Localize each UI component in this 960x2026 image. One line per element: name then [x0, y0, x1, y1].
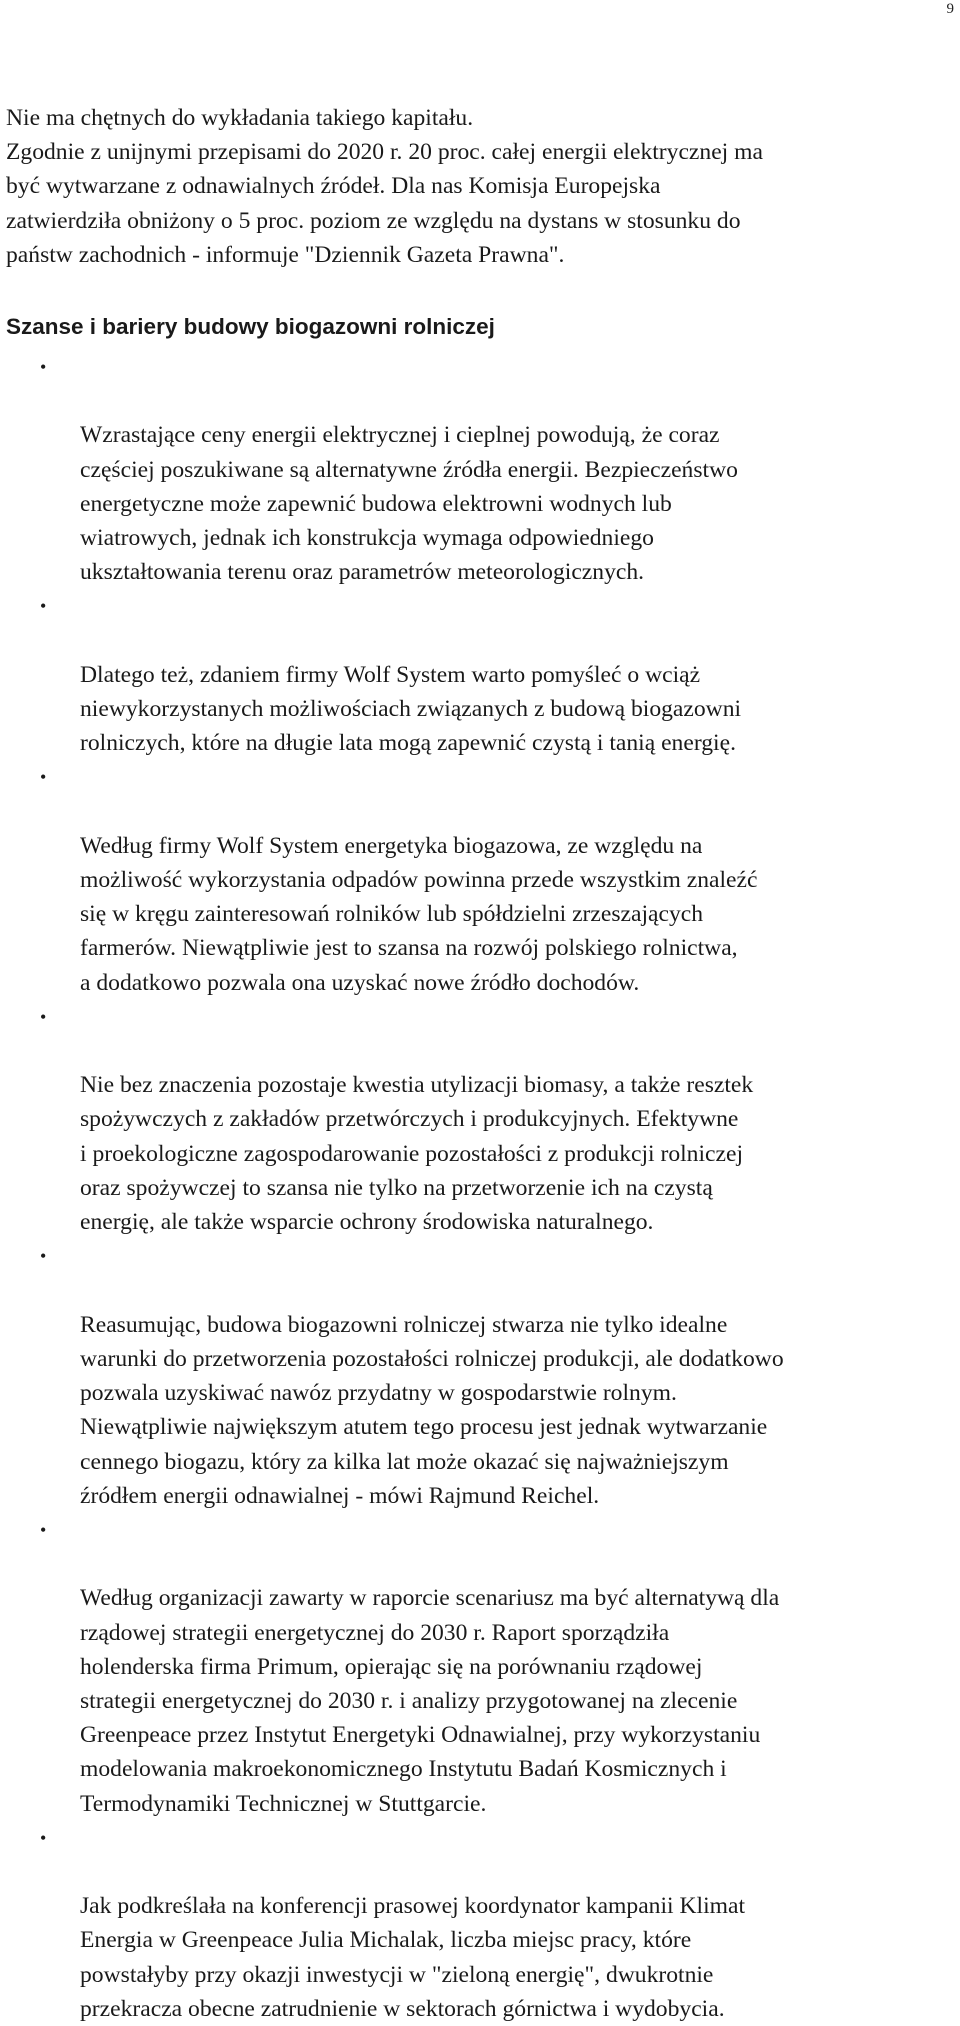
bullet-icon: •: [40, 357, 47, 377]
bullet-text: Reasumując, budowa biogazowni rolniczej stwarza nie tylko idealne warunki do przetworzenia pozostałości rolniczej produkcji, ale dodatkowo pozwala uzyskiwać nawóz przydatny w gospodarstwie rolnym. Niewątpliwie największym atutem tego procesu jest jednak wytwarzanie cennego biogazu, który za kilka lat może okazać się najważniejszym źródłem energii odnawialnej - mówi Rajmund Reichel.: [80, 1311, 784, 1509]
bullet-text: Jak podkreślała na konferencji prasowej koordynator kampanii Klimat Energia w Greenpeace Julia Michalak, liczba miejsc pracy, które powstałyby przy okazji inwestycji w "zieloną energię", dwukrotnie przekracza obecne zatrudnienie w sektorach górnictwa i wydobycia.: [80, 1893, 746, 2022]
bullet-item-7: [0, 1821, 960, 2026]
bullet-list: [0, 350, 960, 2026]
bullet-text: Nie bez znaczenia pozostaje kwestia utylizacji biomasy, a także resztek spożywczych z zakładów przetwórczych i produkcyjnych. Efektywne i proekologiczne zagospodarowanie pozostałości z produkcji rolniczej oraz spożywczej to szansa nie tylko na przetworzenie ich na czystą energię, ale także wsparcie ochrony środowiska naturalnego.: [80, 1072, 754, 1236]
bullet-item-2: [0, 589, 960, 760]
bullet-icon: •: [40, 1827, 47, 1848]
bullet-text: Dlatego też, zdaniem firmy Wolf System warto pomyśleć o wciąż niewykorzystanych możliwościach związanych z budową biogazowni rolniczych, które na długie lata mogą zapewnić czystą i tanią energię.: [80, 661, 742, 757]
section-heading: Szanse i bariery budowy biogazowni rolniczej: [6, 314, 495, 339]
bullet-item-5: [0, 1239, 960, 1513]
bullet-icon: •: [40, 596, 47, 617]
bullet-item-3: [0, 760, 960, 999]
bullet-item-4: [0, 1000, 960, 1239]
page-number: 9: [946, 1, 954, 17]
bullet-icon: •: [40, 1006, 47, 1027]
intro-paragraph: Nie ma chętnych do wykładania takiego kapitału. Zgodnie z unijnymi przepisami do 2020 r. 20 proc. całej energii elektrycznej ma być wytwarzane z odnawialnych źródeł. Dla nas Komisja Europejska zatwierdziła obniżony o 5 proc. poziom ze względu na dystans w stosunku do państw zachodnich - informuje "Dziennik Gazeta Prawna".: [6, 105, 763, 268]
bullet-icon: •: [40, 1246, 47, 1267]
bullet-text: Według organizacji zawarty w raporcie scenariusz ma być alternatywą dla rządowej strategii energetycznej do 2030 r. Raport sporządziła holenderska firma Primum, opierając się na porównaniu rządowej strategii energetycznej do 2030 r. i analizy przygotowanej na zlecenie Greenpeace przez Instytut Energetyki Odnawialnej, przy wykorzystaniu modelowania makroekonomicznego Instytutu Badań Kosmicznych i Termodynamiki Technicznej w Stuttgarcie.: [80, 1585, 780, 1817]
bullet-item-6: [0, 1513, 960, 1821]
bullet-text: Wzrastające ceny energii elektrycznej i cieplnej powodują, że coraz częściej poszukiwane są alternatywne źródła energii. Bezpieczeństwo energetyczne może zapewnić budowa elektrowni wodnych lub wiatrowych, jednak ich konstrukcja wymaga odpowiedniego ukształtowania terenu oraz parametrów meteorologicznych.: [80, 422, 738, 586]
bullet-text: Według firmy Wolf System energetyka biogazowa, ze względu na możliwość wykorzystania odpadów powinna przede wszystkim znaleźć się w kręgu zainteresowań rolników lub spółdzielni zrzeszających farmerów. Niewątpliwie jest to szansa na rozwój polskiego rolnictwa, a dodatkowo pozwala ona uzyskać nowe źródło dochodów.: [80, 832, 758, 996]
bullet-icon: •: [40, 1519, 47, 1540]
bullet-item-1: [0, 350, 960, 589]
bullet-icon: •: [40, 767, 47, 788]
